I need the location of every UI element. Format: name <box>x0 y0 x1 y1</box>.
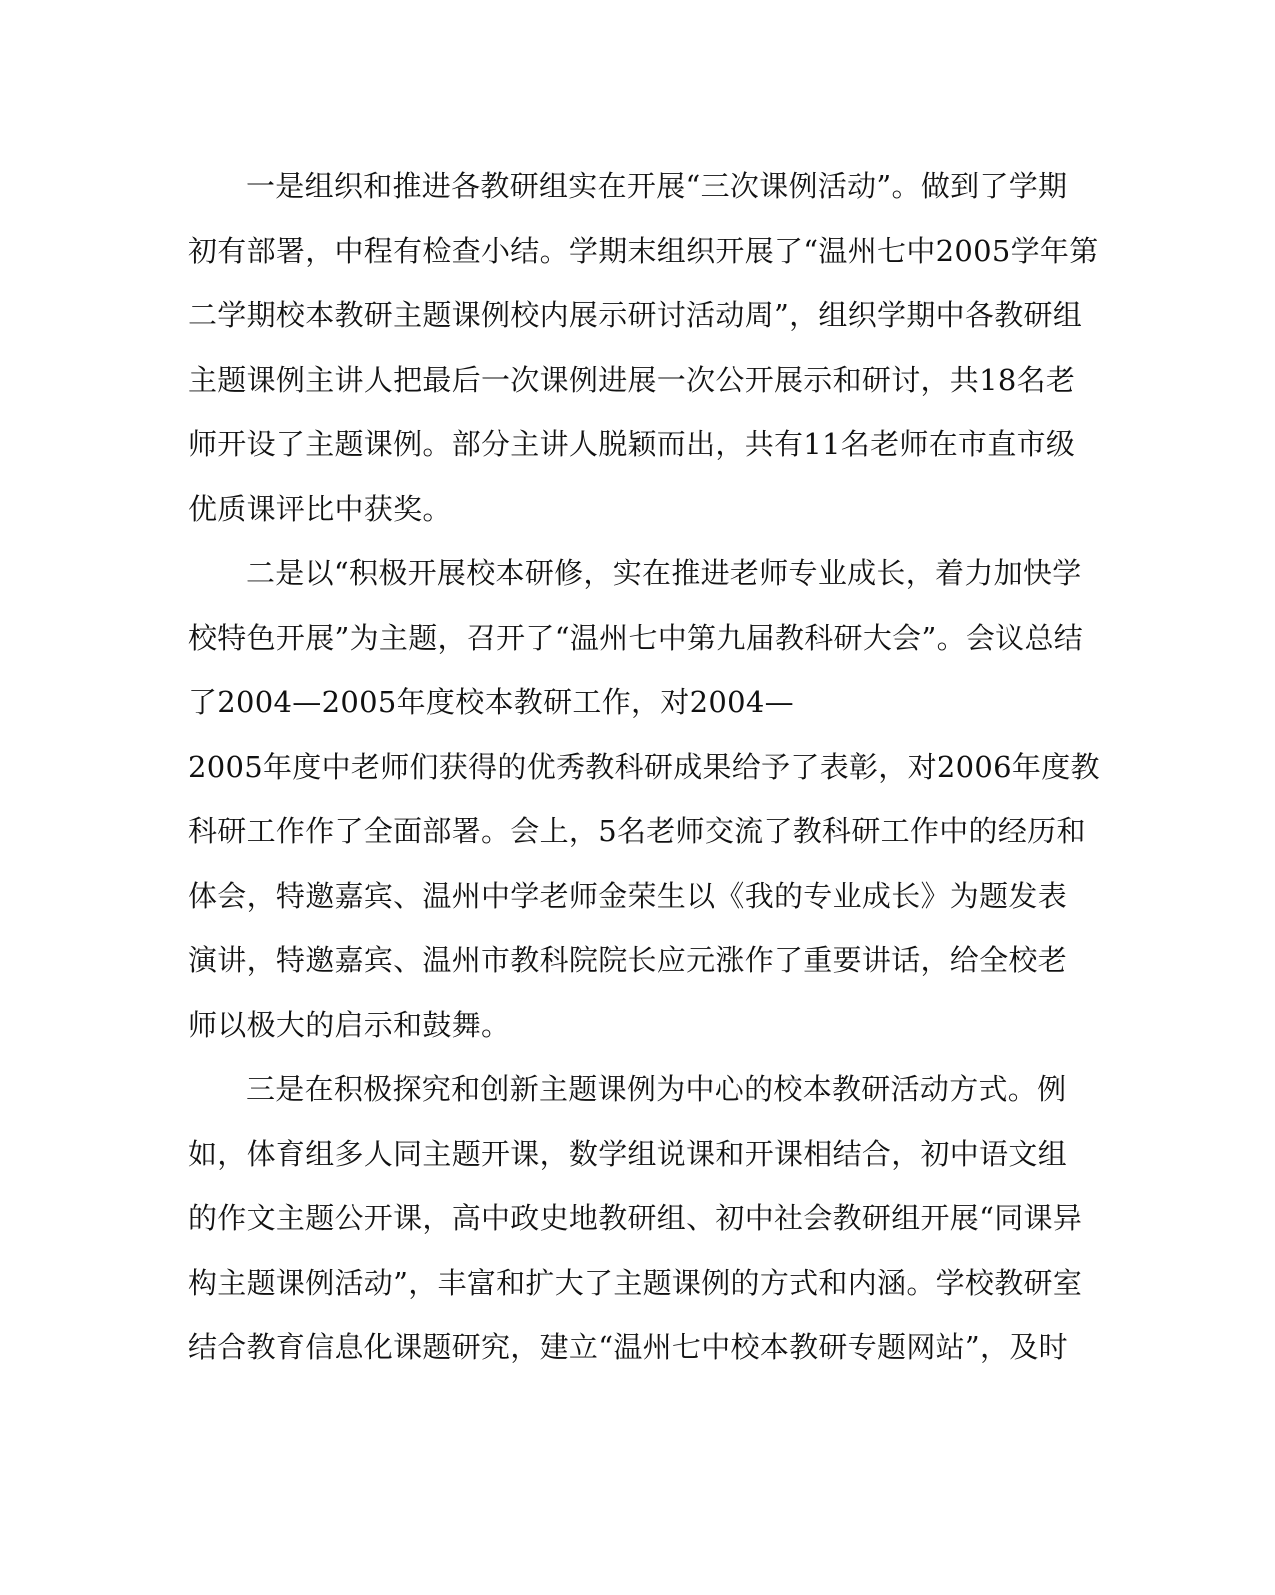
text-line: 主题课例主讲人把最后一次课例进展一次公开展示和研讨，共18名老 <box>188 362 1076 397</box>
text-line: 二学期校本教研主题课例校内展示研讨活动周”，组织学期中各教研组 <box>188 298 1083 332</box>
text-line: 构主题课例活动”，丰富和扩大了主题课例的方式和内涵。学校教研室 <box>188 1265 1083 1300</box>
paragraph-1 <box>188 154 1099 541</box>
text-line: 演讲，特邀嘉宾、温州市教科院院长应元涨作了重要讲话，给全校老 <box>188 943 1068 977</box>
document-body <box>188 154 1100 1380</box>
text-line: 优质课评比中获奖。 <box>188 491 452 526</box>
text-line: 三是在积极探究和创新主题课例为中心的校本教研活动方式。例 <box>246 1072 1067 1106</box>
text-line: 如，体育组多人同主题开课，数学组说课和开课相结合，初中语文组 <box>188 1136 1068 1171</box>
text-line: 一是组织和推进各教研组实在开展“三次课例活动”。做到了学期 <box>246 169 1068 203</box>
text-line: 校特色开展”为主题，召开了“温州七中第九届教科研大会”。会议总结 <box>188 620 1084 655</box>
text-line: 体会，特邀嘉宾、温州中学老师金荣生以《我的专业成长》为题发表 <box>188 878 1068 913</box>
text-line: 2005年度中老师们获得的优秀教科研成果给予了表彰，对2006年度教 <box>188 749 1100 784</box>
text-line: 师开设了主题课例。部分主讲人脱颖而出，共有11名老师在市直市级 <box>188 427 1076 461</box>
paragraph-3 <box>188 1057 1083 1380</box>
text-line: 初有部署，中程有检查小结。学期末组织开展了“温州七中2005学年第 <box>188 233 1099 268</box>
text-line: 了2004—2005年度校本教研工作，对2004— <box>188 685 794 719</box>
text-line: 结合教育信息化课题研究，建立“温州七中校本教研专题网站”，及时 <box>188 1330 1068 1364</box>
text-line: 师以极大的启示和鼓舞。 <box>188 1007 511 1042</box>
text-line: 的作文主题公开课，高中政史地教研组、初中社会教研组开展“同课异 <box>188 1201 1083 1235</box>
text-line: 科研工作作了全面部署。会上，5名老师交流了教科研工作中的经历和 <box>188 814 1086 848</box>
text-line: 二是以“积极开展校本研修，实在推进老师专业成长，着力加快学 <box>246 556 1082 590</box>
paragraph-2 <box>188 541 1100 1057</box>
